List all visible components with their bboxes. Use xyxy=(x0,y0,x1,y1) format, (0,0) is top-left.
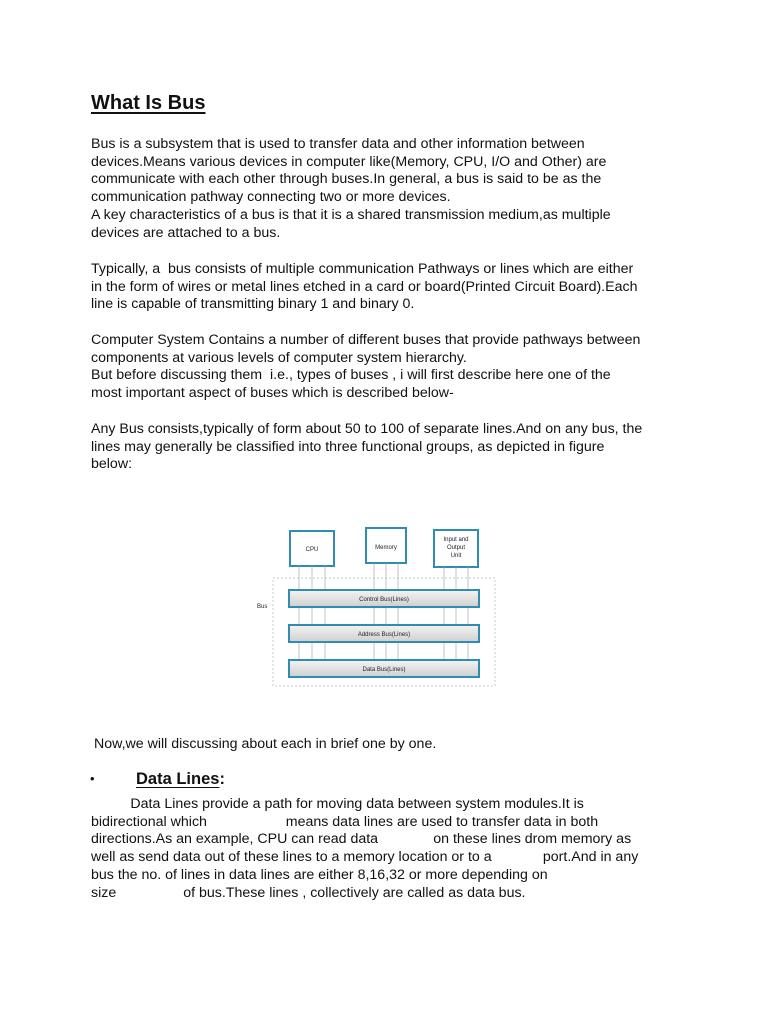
bus-diagram xyxy=(252,524,502,690)
text-line: communication pathway connecting two or more devices. xyxy=(91,189,451,206)
text-line: well as send data out of these lines to a memory location or to a port.And in any xyxy=(91,849,639,866)
memory-label: Memory xyxy=(375,545,397,551)
paragraph-bus-definition xyxy=(91,136,691,207)
data-bus-label: Data Bus(Lines) xyxy=(362,667,406,673)
bus-structure-figure xyxy=(252,524,502,690)
text-line: most important aspect of buses which is described below- xyxy=(91,384,454,401)
cpu-label: CPU xyxy=(305,547,319,553)
io-label-line: Unit xyxy=(450,553,462,559)
text-line: devices are attached to a bus. xyxy=(91,224,281,241)
text-line: Computer System Contains a number of different buses that provide pathways between xyxy=(91,332,641,348)
section-heading-data-lines xyxy=(136,770,225,789)
connector-lines xyxy=(299,563,468,660)
io-label-line: Output xyxy=(446,545,466,551)
bullet-marker: • xyxy=(90,771,95,786)
control-bus-label: Control Bus(Lines) xyxy=(359,597,409,603)
text-line: communicate with each other through buses.In general, a bus is said to be as the xyxy=(91,171,602,188)
text-line: directions.As an example, CPU can read data on these lines drom memory as xyxy=(91,831,632,848)
text-line: Bus is a subsystem that is used to transfer data and other information between xyxy=(91,136,585,152)
text-line: in the form of wires or metal lines etched in a card or board(Printed Circuit Board).Each xyxy=(91,278,638,295)
text-line: Data Lines provide a path for moving data between system modules.It is xyxy=(91,796,584,812)
io-label-line: Input and xyxy=(443,537,469,543)
text-line: Now,we will discussing about each in brief one by one. xyxy=(94,736,437,752)
paragraph-before-discussing xyxy=(91,367,691,402)
text-line: Typically, a bus consists of multiple communication Pathways or lines which are either xyxy=(91,261,634,277)
section-heading-colon: : xyxy=(219,770,225,788)
text-line: line is capable of transmitting binary 1 and binary 0. xyxy=(91,296,415,313)
address-bus-label: Address Bus(Lines) xyxy=(357,632,411,638)
text-line: below: xyxy=(91,456,133,473)
section-heading-text: Data Lines xyxy=(136,770,220,788)
paragraph-data-lines xyxy=(91,796,711,902)
paragraph-discuss-each xyxy=(94,736,694,754)
paragraph-key-characteristics xyxy=(91,207,691,242)
text-line: bidirectional which means data lines are used to transfer data in both xyxy=(91,813,599,830)
text-line: size of bus.These lines , collectively are called as data bus. xyxy=(91,884,526,901)
text-line: devices.Means various devices in computer like(Memory, CPU, I/O and Other) are xyxy=(91,153,607,170)
paragraph-different-buses xyxy=(91,332,691,367)
text-line: Any Bus consists,typically of form about 50 to 100 of separate lines.And on any bus, the xyxy=(91,421,643,437)
text-line: components at various levels of computer system hierarchy. xyxy=(91,349,467,366)
page-title: What Is Bus xyxy=(91,92,206,114)
paragraph-bus-pathways xyxy=(91,261,691,314)
text-line: lines may generally be classified into three functional groups, as depicted in figure xyxy=(91,438,605,455)
text-line: A key characteristics of a bus is that it is a shared transmission medium,as multiple xyxy=(91,207,611,223)
bus-label: Bus xyxy=(257,604,268,610)
paragraph-functional-groups xyxy=(91,421,691,474)
text-line: bus the no. of lines in data lines are either 8,16,32 or more depending on xyxy=(91,866,548,883)
text-line: But before discussing them i.e., types of buses , i will first describe here one of the xyxy=(91,367,611,383)
